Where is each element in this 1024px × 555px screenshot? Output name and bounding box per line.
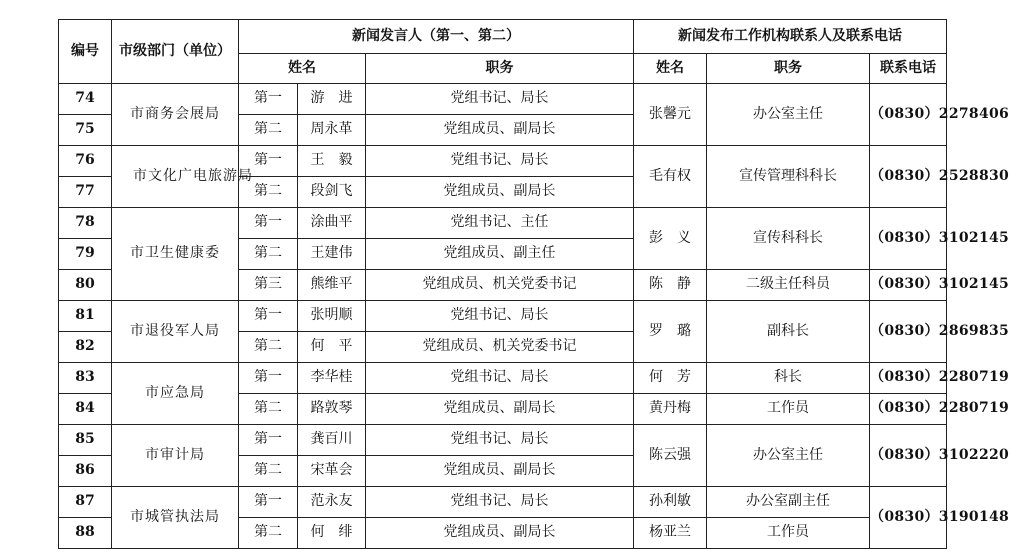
- header-ct-name: 姓名: [634, 54, 707, 84]
- contact-title: 工作员: [707, 394, 870, 425]
- contact-phone: （0830）3102220: [870, 425, 947, 487]
- order-cell: 第二: [239, 518, 298, 549]
- row-number: 86: [59, 456, 112, 487]
- row-number: 74: [59, 84, 112, 115]
- order-cell: 第一: [239, 208, 298, 239]
- department-cell: 市审计局: [112, 425, 239, 487]
- department-cell: [112, 146, 253, 208]
- department-cell: 市城管执法局: [112, 487, 239, 549]
- spokesperson-title: 党组成员、机关党委书记: [366, 332, 634, 363]
- contact-phone: （0830）2869835: [870, 301, 947, 363]
- spokesperson-title: 党组书记、局长: [366, 425, 634, 456]
- order-cell: 第一: [239, 146, 298, 177]
- spokesperson-title: 党组书记、局长: [366, 301, 634, 332]
- header-contact-group: 新闻发布工作机构联系人及联系电话: [634, 20, 947, 54]
- contact-name: 毛有权: [634, 146, 707, 208]
- contact-title: 副科长: [707, 301, 870, 363]
- spokesperson-title: 党组书记、主任: [366, 208, 634, 239]
- spokesperson-table: [58, 19, 1010, 549]
- contact-phone: （0830）2280719: [870, 394, 947, 425]
- row-number: 85: [59, 425, 112, 456]
- order-cell: 第一: [239, 301, 298, 332]
- department-cell: 市商务会展局: [112, 84, 239, 146]
- spokesperson-name: 范永友: [298, 487, 366, 518]
- row-number: 82: [59, 332, 112, 363]
- table-row: [59, 301, 947, 332]
- table-row: [59, 487, 947, 518]
- contact-title: 办公室主任: [707, 84, 870, 146]
- order-cell: 第二: [239, 394, 298, 425]
- contact-title: 二级主任科员: [707, 270, 870, 301]
- contact-name: 黄丹梅: [634, 394, 707, 425]
- contact-title: 办公室主任: [707, 425, 870, 487]
- spokesperson-name: 周永革: [298, 115, 366, 146]
- header-ct-phone: 联系电话: [870, 54, 947, 84]
- spokesperson-name: 王 毅: [298, 146, 366, 177]
- contact-phone: （0830）3102145: [870, 208, 947, 270]
- table-row: [59, 146, 947, 177]
- contact-title: 工作员: [707, 518, 870, 549]
- order-cell: 第一: [239, 363, 298, 394]
- contact-name: 彭 义: [634, 208, 707, 270]
- spokesperson-title: 党组书记、局长: [366, 487, 634, 518]
- table-row: [59, 208, 947, 239]
- table-row: [59, 363, 947, 394]
- contact-title: 宣传科科长: [707, 208, 870, 270]
- spokesperson-title: 党组书记、局长: [366, 84, 634, 115]
- spokesperson-title: 党组成员、副局长: [366, 177, 634, 208]
- row-number: 77: [59, 177, 112, 208]
- spokesperson-title: 党组成员、副局长: [366, 518, 634, 549]
- order-cell: 第三: [239, 270, 298, 301]
- spokesperson-name: 何 平: [298, 332, 366, 363]
- table-row: [59, 84, 947, 115]
- department-cell: 市卫生健康委: [112, 208, 239, 301]
- contact-name: 何 芳: [634, 363, 707, 394]
- order-cell: 第二: [239, 332, 298, 363]
- header-sp-name: 姓名: [239, 54, 366, 84]
- contact-phone: （0830）2278406: [870, 84, 947, 146]
- spokesperson-name: 熊维平: [298, 270, 366, 301]
- row-number: 78: [59, 208, 112, 239]
- row-number: 75: [59, 115, 112, 146]
- contact-name: 罗 璐: [634, 301, 707, 363]
- spokesperson-name: 李华桂: [298, 363, 366, 394]
- spokesperson-title: 党组书记、局长: [366, 363, 634, 394]
- order-cell: 第二: [239, 115, 298, 146]
- contact-name: 张馨元: [634, 84, 707, 146]
- row-number: 88: [59, 518, 112, 549]
- spokesperson-name: 段剑飞: [298, 177, 366, 208]
- spokesperson-name: 张明顺: [298, 301, 366, 332]
- header-department: 市级部门（单位）: [112, 20, 239, 84]
- row-number: 83: [59, 363, 112, 394]
- contact-phone: （0830）2280719: [870, 363, 947, 394]
- row-number: 76: [59, 146, 112, 177]
- department-cell: 市退役军人局: [112, 301, 239, 363]
- spokesperson-name: 王建伟: [298, 239, 366, 270]
- spokesperson-title: 党组成员、副主任: [366, 239, 634, 270]
- contact-name: 陈云强: [634, 425, 707, 487]
- order-cell: 第二: [239, 239, 298, 270]
- contact-phone: （0830）3102145: [870, 270, 947, 301]
- spokesperson-name: 何 绯: [298, 518, 366, 549]
- row-number: 80: [59, 270, 112, 301]
- header-sp-title: 职务: [366, 54, 634, 84]
- header-number: 编号: [59, 20, 112, 84]
- spokesperson-title: 党组书记、局长: [366, 146, 634, 177]
- spokesperson-title: 党组成员、副局长: [366, 394, 634, 425]
- row-number: 79: [59, 239, 112, 270]
- spokesperson-name: 路敦琴: [298, 394, 366, 425]
- header-spokesperson-group: 新闻发言人（第一、第二）: [239, 20, 634, 54]
- contact-phone: （0830）2528830: [870, 146, 947, 208]
- row-number: 87: [59, 487, 112, 518]
- table-row: [59, 425, 947, 456]
- order-cell: 第一: [239, 487, 298, 518]
- row-number: 84: [59, 394, 112, 425]
- contact-title: 办公室副主任: [707, 487, 870, 518]
- contact-name: 陈 静: [634, 270, 707, 301]
- contact-phone: （0830）3190148: [870, 487, 947, 549]
- spokesperson-title: 党组成员、副局长: [366, 456, 634, 487]
- spokesperson-name: 龚百川: [298, 425, 366, 456]
- order-cell: 第二: [239, 177, 298, 208]
- order-cell: 第一: [239, 425, 298, 456]
- contact-title: 科长: [707, 363, 870, 394]
- spokesperson-title: 党组成员、机关党委书记: [366, 270, 634, 301]
- contact-title: 宣传管理科科长: [707, 146, 870, 208]
- contact-name: 杨亚兰: [634, 518, 707, 549]
- spokesperson-name: 宋革会: [298, 456, 366, 487]
- contact-name: 孙利敏: [634, 487, 707, 518]
- header-ct-title: 职务: [707, 54, 870, 84]
- department-cell: 市应急局: [112, 363, 239, 425]
- department-label: 市文化广电旅游局: [133, 167, 253, 184]
- order-cell: 第二: [239, 456, 298, 487]
- spokesperson-name: 涂曲平: [298, 208, 366, 239]
- spokesperson-title: 党组成员、副局长: [366, 115, 634, 146]
- order-cell: 第一: [239, 84, 298, 115]
- spokesperson-name: 游 进: [298, 84, 366, 115]
- row-number: 81: [59, 301, 112, 332]
